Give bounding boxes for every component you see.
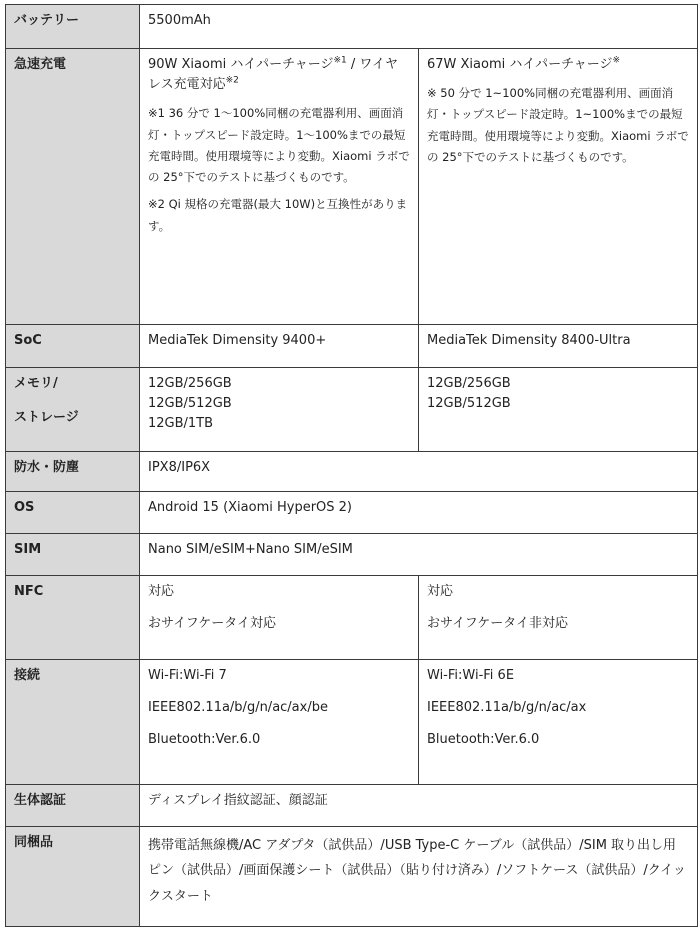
battery-value: 5500mAh — [140, 5, 698, 49]
table-row — [6, 325, 698, 368]
soc-right: MediaTek Dimensity 8400-Ultra — [419, 325, 698, 368]
memory-right — [419, 368, 698, 452]
os-value: Android 15 (Xiaomi HyperOS 2) — [140, 492, 698, 534]
table-row — [6, 785, 698, 827]
sim-value: Nano SIM/eSIM+Nano SIM/eSIM — [140, 534, 698, 576]
charging-left-cell — [140, 49, 419, 325]
connect-left — [140, 660, 419, 785]
row-label-sim: SIM — [6, 534, 140, 576]
memory-left-0: 12GB/256GB — [148, 376, 232, 391]
connect-right-0: Wi-Fi:Wi-Fi 6E — [427, 668, 515, 683]
charging-left-note1: ※1 36 分で 1～100%同梱の充電器利用、画面消灯・トップスピード設定時。1～100%までの最短充電時間。使用環境等により変動。Xiaomi ラボでの 25°下でのテストに基づくものです。 — [148, 106, 410, 185]
nfc-right-1: おサイフケータイ非対応 — [427, 616, 569, 632]
row-label-memory — [6, 368, 140, 452]
table-row — [6, 827, 698, 927]
charging-right-sup: ※ — [612, 55, 621, 66]
memory-left — [140, 368, 419, 452]
table-row — [6, 576, 698, 660]
table-row — [6, 534, 698, 576]
row-label-charging: 急速充電 — [6, 49, 140, 325]
row-label-battery: バッテリー — [6, 5, 140, 49]
row-label-bio: 生体認証 — [6, 785, 140, 827]
memory-label-line2: ストレージ — [14, 410, 79, 426]
row-label-soc: SoC — [6, 325, 140, 368]
row-label-water: 防水・防塵 — [6, 452, 140, 492]
charging-right-note: ※ 50 分で 1~100%同梱の充電器利用、画面消灯・トップスピード設定時。1~100%までの最短充電時間。使用環境等により変動。Xiaomi ラボでの 25°下でのテストに基づくものです。 — [427, 86, 689, 164]
connect-right-2: Bluetooth:Ver.6.0 — [427, 732, 540, 748]
table-row — [6, 49, 698, 325]
memory-right-1: 12GB/512GB — [427, 396, 511, 412]
row-label-nfc: NFC — [6, 576, 140, 660]
row-label-connect: 接続 — [6, 660, 140, 785]
table-row — [6, 368, 698, 452]
bio-value: ディスプレイ指紋認証、顔認証 — [140, 785, 698, 827]
nfc-left — [140, 576, 419, 660]
water-value: IPX8/IP6X — [140, 452, 698, 492]
memory-left-2: 12GB/1TB — [148, 416, 214, 432]
box-value: 携帯電話無線機/AC アダプタ（試供品）/USB Type-C ケーブル（試供品）/SIM 取り出し用ピン（試供品）/画面保護シート（試供品）（貼り付け済み）/ソフトケース（試供品）/クイックスタート — [140, 827, 698, 927]
table-row — [6, 5, 698, 49]
soc-left: MediaTek Dimensity 9400+ — [140, 325, 419, 368]
nfc-left-1: おサイフケータイ対応 — [148, 616, 277, 632]
charging-left-note2: ※2 Qi 規格の充電器(最大 10W)と互換性があります。 — [148, 197, 408, 233]
charging-left-sup1: ※1 — [333, 55, 347, 66]
charging-left-mid: / ワイヤレス充電対応 — [148, 57, 399, 93]
row-label-os: OS — [6, 492, 140, 534]
connect-left-1: IEEE802.11a/b/g/n/ac/ax/be — [148, 700, 328, 716]
nfc-right — [419, 576, 698, 660]
connect-left-2: Bluetooth:Ver.6.0 — [148, 732, 261, 748]
connect-right — [419, 660, 698, 785]
table-row — [6, 492, 698, 534]
charging-right-cell — [419, 49, 698, 325]
charging-right-title — [427, 55, 689, 75]
charging-left-sup2: ※2 — [225, 75, 239, 86]
charging-left-title — [148, 55, 410, 95]
connect-left-0: Wi-Fi:Wi-Fi 7 — [148, 668, 227, 683]
nfc-right-0: 対応 — [427, 584, 454, 599]
table-row — [6, 452, 698, 492]
connect-right-1: IEEE802.11a/b/g/n/ac/ax — [427, 700, 587, 716]
memory-left-1: 12GB/512GB — [148, 396, 232, 412]
spec-table — [5, 4, 698, 927]
memory-right-0: 12GB/256GB — [427, 376, 511, 391]
charging-left-main: 90W Xiaomi ハイパーチャージ — [148, 57, 334, 72]
charging-right-main: 67W Xiaomi ハイパーチャージ — [427, 57, 613, 72]
row-label-box: 同梱品 — [6, 827, 140, 927]
memory-label-line1: メモリ/ — [14, 376, 58, 391]
table-row — [6, 660, 698, 785]
nfc-left-0: 対応 — [148, 584, 175, 599]
